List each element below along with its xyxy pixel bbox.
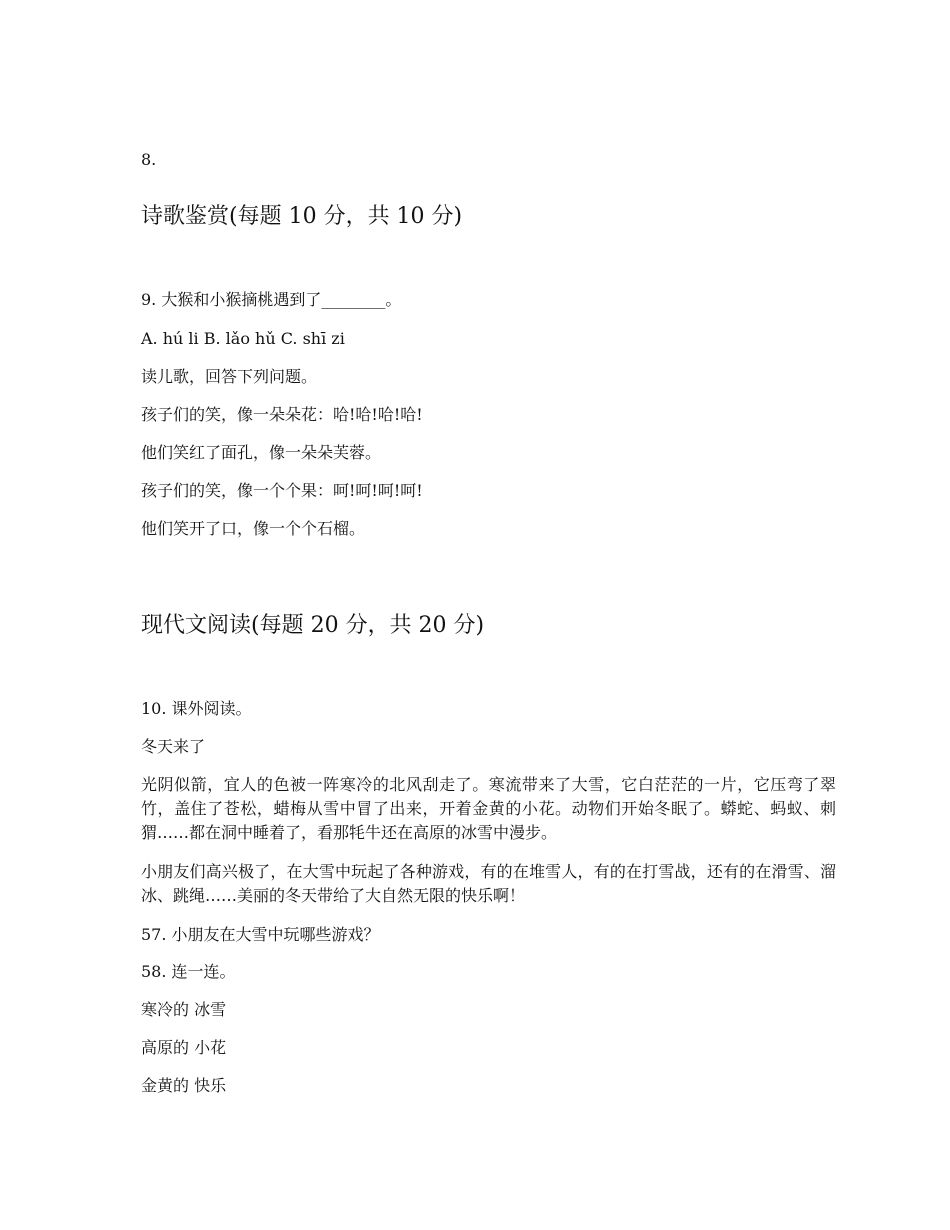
poem-line: 孩子们的笑，像一朵朵花：哈!哈!哈!哈! — [141, 405, 423, 424]
match-row: 高原的 小花 — [141, 1038, 227, 1057]
poem-instruction: 读儿歌，回答下列问题。 — [141, 367, 318, 386]
passage-title: 冬天来了 — [141, 737, 206, 756]
match-row: 寒冷的 冰雪 — [141, 1000, 227, 1019]
item-number-8: 8. — [141, 150, 157, 169]
question-9: 9. 大猴和小猴摘桃遇到了________。 — [141, 290, 402, 309]
section-heading-modern-reading: 现代文阅读(每题 20 分，共 20 分) — [141, 613, 485, 638]
poem-line: 孩子们的笑，像一个个果：呵!呵!呵!呵! — [141, 481, 423, 500]
question-57: 57. 小朋友在大雪中玩哪些游戏？ — [141, 925, 380, 944]
passage-paragraph-1: 光阴似箭，宜人的色被一阵寒冷的北风刮走了。寒流带来了大雪，它白茫茫的一片，它压弯了翠竹，盖住了苍松，蜡梅从雪中冒了出来，开着金黄的小花。动物们开始冬眠了。蟒蛇、蚂蚁、刺猬……都在洞中睡着了，看那牦牛还在高原的冰雪中漫步。 — [141, 775, 836, 842]
poem-line: 他们笑红了面孔，像一朵朵芙蓉。 — [141, 443, 382, 462]
question-10: 10. 课外阅读。 — [141, 699, 252, 718]
section-heading-poetry: 诗歌鉴赏(每题 10 分，共 10 分) — [141, 204, 463, 229]
poem-line: 他们笑开了口，像一个个石榴。 — [141, 519, 366, 538]
question-9-options: A. hú li B. lǎo hǔ C. shī zi — [141, 329, 345, 348]
question-58: 58. 连一连。 — [141, 962, 236, 981]
passage-paragraph-2: 小朋友们高兴极了，在大雪中玩起了各种游戏，有的在堆雪人，有的在打雪战，还有的在滑雪、溜冰、跳绳……美丽的冬天带给了大自然无限的快乐啊！ — [141, 862, 836, 905]
match-row: 金黄的 快乐 — [141, 1076, 227, 1095]
